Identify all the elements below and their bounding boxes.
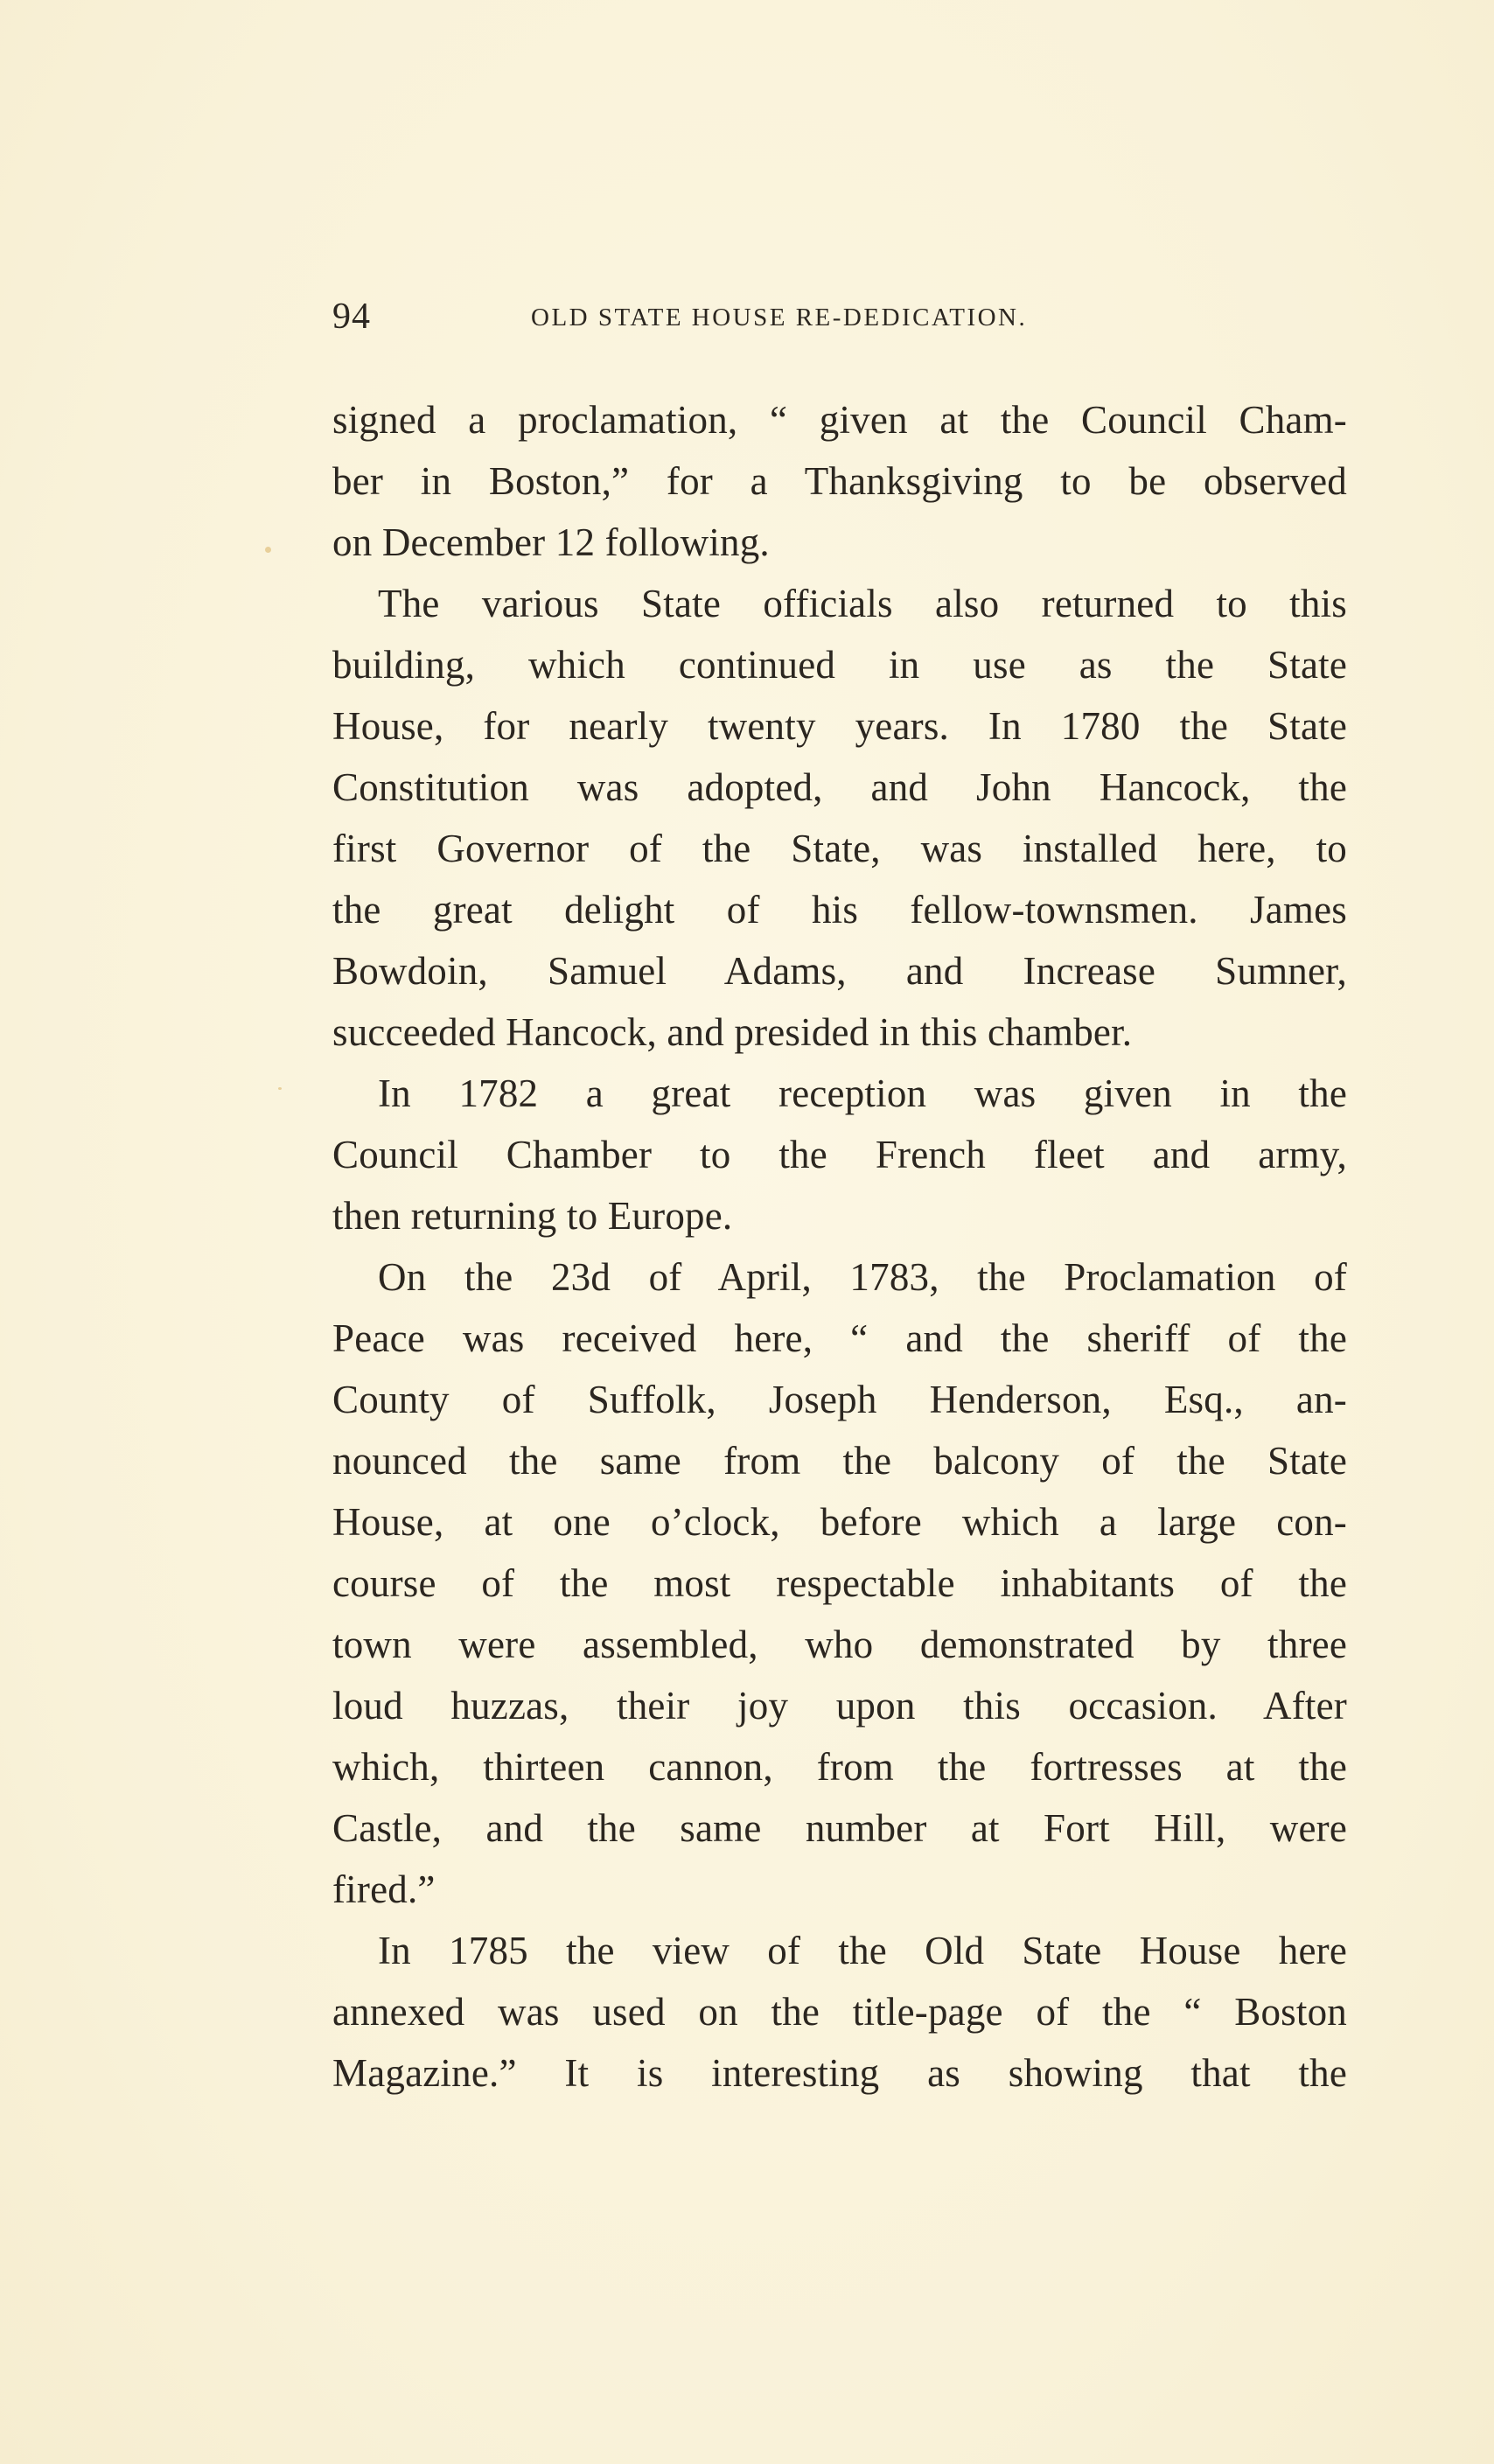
- text-line: first Governor of the State, was installed here, to: [332, 827, 1347, 870]
- text-line: House, at one o’clock, before which a large con-: [332, 1500, 1347, 1544]
- running-head: [332, 295, 1347, 339]
- paper-speck: [265, 547, 271, 553]
- text-line: which, thirteen cannon, from the fortresses at the: [332, 1745, 1347, 1789]
- text-line: signed a proclamation, “ given at the Council Cham-: [332, 398, 1347, 442]
- text-line: Peace was received here, “ and the sheriff of the: [332, 1316, 1347, 1360]
- text-line: succeeded Hancock, and presided in this chamber.: [332, 1010, 1133, 1054]
- text-line: On the 23d of April, 1783, the Proclamation of: [378, 1255, 1347, 1299]
- text-line: town were assembled, who demonstrated by three: [332, 1623, 1347, 1666]
- text-line: Bowdoin, Samuel Adams, and Increase Sumner,: [332, 949, 1347, 993]
- text-line: Constitution was adopted, and John Hancock, the: [332, 765, 1347, 809]
- text-line: fired.”: [332, 1867, 436, 1911]
- text-line: ber in Boston,” for a Thanksgiving to be observed: [332, 459, 1347, 503]
- text-line: the great delight of his fellow-townsmen. James: [332, 888, 1347, 932]
- paper-speck: [278, 1087, 282, 1090]
- text-line: Council Chamber to the French fleet and army,: [332, 1133, 1347, 1176]
- text-line: Magazine.” It is interesting as showing that the: [332, 2051, 1347, 2095]
- page-number: 94: [332, 297, 371, 337]
- text-line: In 1782 a great reception was given in the: [378, 1071, 1347, 1115]
- text-line: then returning to Europe.: [332, 1194, 733, 1238]
- text-line: County of Suffolk, Joseph Henderson, Esq., an-: [332, 1378, 1347, 1421]
- text-line: nounced the same from the balcony of the State: [332, 1439, 1347, 1483]
- body-text: [332, 389, 1347, 2104]
- text-line: Castle, and the same number at Fort Hill, were: [332, 1806, 1347, 1850]
- text-line: In 1785 the view of the Old State House here: [378, 1929, 1347, 1972]
- text-line: course of the most respectable inhabitants of the: [332, 1561, 1347, 1605]
- text-line: The various State officials also returned to this: [378, 582, 1347, 625]
- text-line: on December 12 following.: [332, 520, 770, 564]
- text-line: annexed was used on the title-page of the “ Boston: [332, 1990, 1347, 2034]
- text-line: building, which continued in use as the State: [332, 643, 1347, 687]
- text-line: House, for nearly twenty years. In 1780 the State: [332, 704, 1347, 748]
- text-line: loud huzzas, their joy upon this occasion. After: [332, 1684, 1347, 1728]
- running-head-title: OLD STATE HOUSE RE-DEDICATION.: [531, 304, 1028, 332]
